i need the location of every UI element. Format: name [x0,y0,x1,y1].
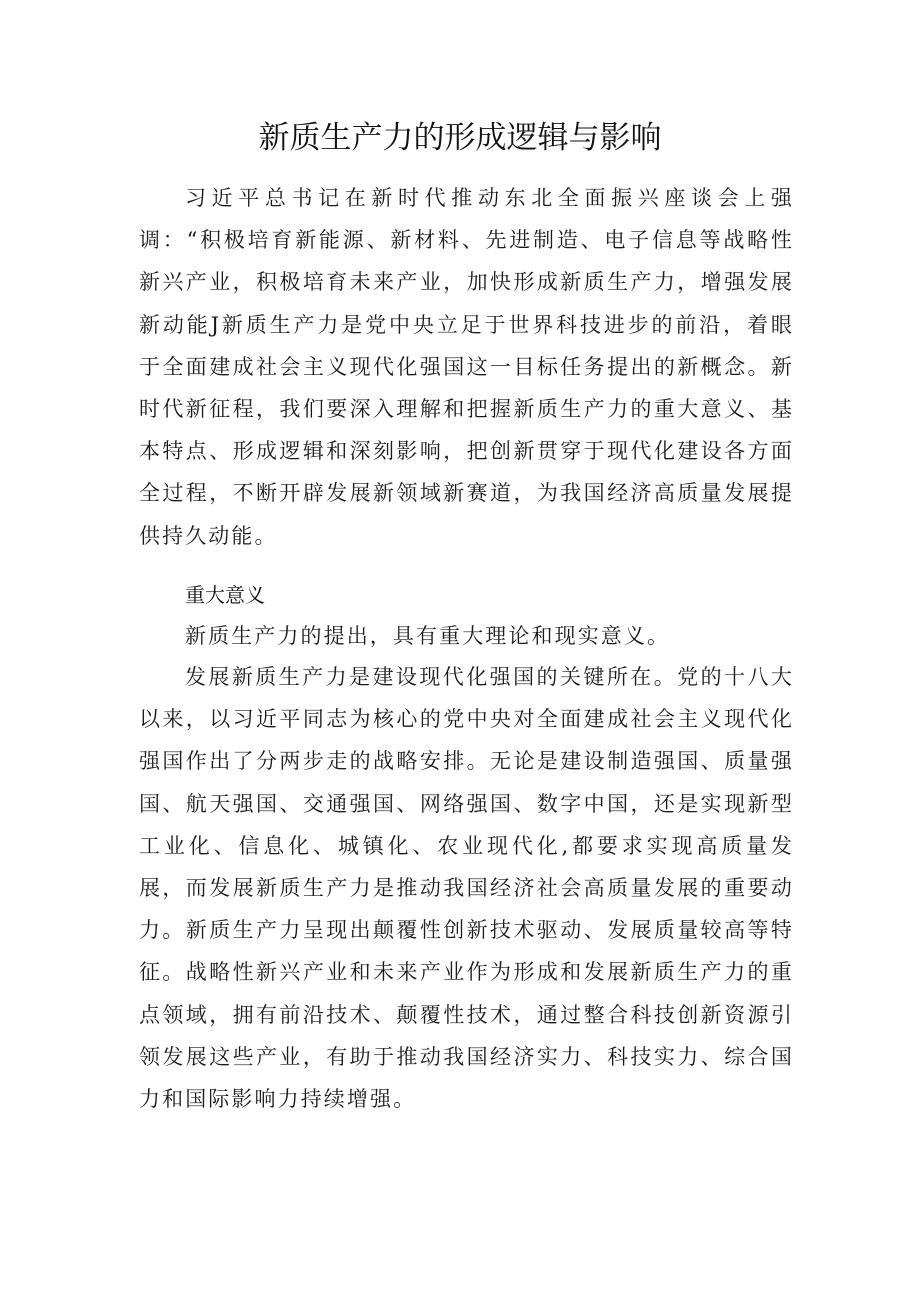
section-heading: 重大意义 [185,583,265,607]
intro-paragraph: 习近平总书记在新时代推动东北全面振兴座谈会上强调：“积极培育新能源、新材料、先进制造、电子信息等战略性新兴产业，积极培育未来产业，加快形成新质生产力，增强发展新动能J新质生产力是党中央立足于世界科技进步的前沿，着眼于全面建成社会主义现代化强国这一目标任务提出的新概念。新时代新征程，我们要深入理解和把握新质生产力的重大意义、基本特点、形成逻辑和深刻影响，把创新贯穿于现代化建设各方面全过程，不断开辟发展新领域新赛道，为我国经济高质量发展提供持久动能。 [139,186,794,548]
section-intro-paragraph: 新质生产力的提出，具有重大理论和现实意义。 [185,624,671,648]
document-title: 新质生产力的形成逻辑与影响 [258,120,662,156]
section-body-paragraph: 发展新质生产力是建设现代化强国的关键所在。党的十八大以来，以习近平同志为核心的党中央对全面建成社会主义现代化强国作出了分两步走的战略安排。无论是建设制造强国、质量强国、航天强国、交通强国、网络强国、数字中国，还是实现新型工业化、信息化、城镇化、农业现代化,都要求实现高质量发展，而发展新质生产力是推动我国经济社会高质量发展的重要动力。新质生产力呈现出颠覆性创新技术驱动、发展质量较高等特征。战略性新兴产业和未来产业作为形成和发展新质生产力的重点领域，拥有前沿技术、颠覆性技术，通过整合科技创新资源引领发展这些产业，有助于推动我国经济实力、科技实力、综合国力和国际影响力持续增强。 [139,665,794,1112]
